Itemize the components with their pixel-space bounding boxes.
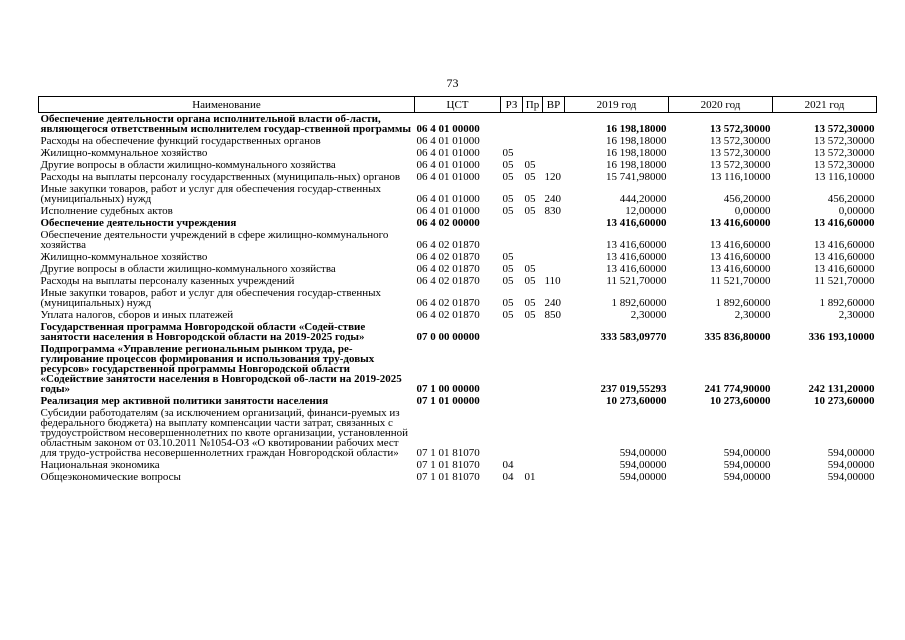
row-pr: 05 xyxy=(524,309,536,321)
row-name: Реализация мер активной политики занятости населения xyxy=(40,395,329,407)
row-name: Иные закупки товаров, работ и услуг для обеспечения государ-ственных (муниципальных) нужд xyxy=(40,287,382,309)
row-value-2020: 10 273,60000 xyxy=(710,395,771,407)
table-row xyxy=(39,159,877,171)
header-cst: ЦСТ xyxy=(415,97,501,113)
row-rz: 05 xyxy=(502,309,514,321)
row-pr: 05 xyxy=(524,275,536,287)
row-name: Расходы на обеспечение функций государственных органов xyxy=(40,135,321,147)
row-rz xyxy=(501,113,523,136)
row-value-2021: 10 273,60000 xyxy=(814,395,875,407)
row-vr xyxy=(543,229,565,251)
row-cst: 06 4 02 01870 xyxy=(416,263,480,275)
row-value-2021: 13 416,60000 xyxy=(814,239,875,251)
row-cst: 06 4 01 01000 xyxy=(416,205,480,217)
row-cst: 06 4 01 00000 xyxy=(416,123,480,135)
row-value-2021: 594,00000 xyxy=(827,447,875,459)
row-name: Исполнение судебных актов xyxy=(40,205,173,217)
row-vr xyxy=(543,147,565,159)
row-value-2020: 241 774,90000 xyxy=(704,383,771,395)
row-value-2019: 237 019,55293 xyxy=(600,383,667,395)
row-rz xyxy=(501,343,523,395)
row-cst: 07 0 00 00000 xyxy=(416,331,480,343)
row-value-2019: 594,00000 xyxy=(619,471,667,483)
row-pr: 05 xyxy=(524,297,536,309)
row-rz xyxy=(501,407,523,459)
row-value-2020: 13 416,60000 xyxy=(710,239,771,251)
row-name: Жилищно-коммунальное хозяйство xyxy=(40,147,208,159)
row-value-2021: 242 131,20000 xyxy=(808,383,875,395)
header-2021: 2021 год xyxy=(773,97,877,113)
row-value-2020: 594,00000 xyxy=(723,471,771,483)
row-name: Подпрограмма «Управление региональным рынком труда, ре-гулирование процессов формирования и использования тру-довых ресурсов» государственной программы Новгородской области «Содействие занятости населения в Новгородской об-ласти на 2019-2025 годы» xyxy=(40,343,402,395)
row-cst: 06 4 02 01870 xyxy=(416,275,480,287)
row-pr: 01 xyxy=(524,471,536,483)
row-pr: 05 xyxy=(524,263,536,275)
row-pr xyxy=(523,407,543,459)
row-vr xyxy=(543,263,565,275)
row-cst: 06 4 02 00000 xyxy=(416,217,480,229)
row-vr: 120 xyxy=(544,171,561,183)
row-pr: 05 xyxy=(524,171,536,183)
row-pr xyxy=(523,217,543,229)
row-value-2019: 11 521,70000 xyxy=(606,275,667,287)
row-vr: 240 xyxy=(544,297,561,309)
row-value-2021: 13 572,30000 xyxy=(814,123,875,135)
table-row xyxy=(39,407,877,459)
table-row xyxy=(39,395,877,407)
row-cst: 06 4 01 01000 xyxy=(416,147,480,159)
row-value-2021: 13 416,60000 xyxy=(814,251,875,263)
row-value-2020: 335 836,80000 xyxy=(704,331,771,343)
row-value-2020: 1 892,60000 xyxy=(715,297,771,309)
row-vr xyxy=(543,407,565,459)
row-value-2020: 13 116,10000 xyxy=(710,171,771,183)
row-value-2019: 444,20000 xyxy=(619,193,667,205)
row-vr xyxy=(543,343,565,395)
row-name: Расходы на выплаты персоналу государственных (муниципаль-ных) органов xyxy=(40,171,401,183)
row-rz: 05 xyxy=(502,171,514,183)
row-name: Иные закупки товаров, работ и услуг для обеспечения государ-ственных (муниципальных) нужд xyxy=(40,183,382,205)
row-value-2021: 336 193,10000 xyxy=(808,331,875,343)
row-value-2020: 2,30000 xyxy=(734,309,771,321)
row-rz: 05 xyxy=(502,159,514,171)
row-pr xyxy=(523,135,543,147)
table-row xyxy=(39,263,877,275)
row-value-2019: 12,00000 xyxy=(625,205,667,217)
row-value-2020: 594,00000 xyxy=(723,447,771,459)
row-cst: 06 4 02 01870 xyxy=(416,297,480,309)
row-cst: 07 1 01 81070 xyxy=(416,447,480,459)
row-value-2019: 16 198,18000 xyxy=(606,123,667,135)
row-value-2021: 13 116,10000 xyxy=(814,171,875,183)
row-name: Обеспечение деятельности учреждения xyxy=(40,217,237,229)
row-value-2021: 13 572,30000 xyxy=(814,159,875,171)
row-value-2019: 13 416,60000 xyxy=(606,263,667,275)
row-name: Национальная экономика xyxy=(40,459,160,471)
row-vr xyxy=(543,113,565,136)
row-value-2020: 13 572,30000 xyxy=(710,159,771,171)
row-value-2020: 13 572,30000 xyxy=(710,147,771,159)
row-pr xyxy=(523,113,543,136)
row-value-2021: 13 416,60000 xyxy=(814,263,875,275)
row-value-2021: 13 416,60000 xyxy=(814,217,875,229)
row-value-2020: 456,20000 xyxy=(723,193,771,205)
table-row xyxy=(39,229,877,251)
table-row xyxy=(39,287,877,309)
row-rz: 05 xyxy=(502,147,514,159)
row-vr xyxy=(543,459,565,471)
table-body xyxy=(39,113,877,484)
row-cst: 06 4 01 01000 xyxy=(416,193,480,205)
header-rz: РЗ xyxy=(501,97,523,113)
row-name: Другие вопросы в области жилищно-коммунального хозяйства xyxy=(40,263,336,275)
header-2020: 2020 год xyxy=(669,97,773,113)
row-cst: 07 1 01 81070 xyxy=(416,471,480,483)
row-value-2020: 13 416,60000 xyxy=(710,217,771,229)
row-value-2019: 594,00000 xyxy=(619,459,667,471)
row-cst: 07 1 00 00000 xyxy=(416,383,480,395)
row-vr: 830 xyxy=(544,205,561,217)
row-cst: 06 4 01 01000 xyxy=(416,135,480,147)
table-row xyxy=(39,113,877,136)
row-cst: 06 4 02 01870 xyxy=(416,239,480,251)
row-vr: 850 xyxy=(544,309,561,321)
row-value-2020: 13 416,60000 xyxy=(710,263,771,275)
row-pr: 05 xyxy=(524,159,536,171)
row-rz: 05 xyxy=(502,275,514,287)
row-value-2019: 16 198,18000 xyxy=(606,159,667,171)
row-value-2019: 16 198,18000 xyxy=(606,147,667,159)
row-rz xyxy=(501,217,523,229)
row-value-2020: 11 521,70000 xyxy=(710,275,771,287)
row-rz: 05 xyxy=(502,263,514,275)
row-pr xyxy=(523,229,543,251)
row-value-2019: 13 416,60000 xyxy=(606,217,667,229)
row-value-2020: 0,00000 xyxy=(734,205,771,217)
row-rz: 05 xyxy=(502,193,514,205)
row-cst: 07 1 01 00000 xyxy=(416,395,480,407)
header-vr: ВР xyxy=(543,97,565,113)
row-value-2020: 13 572,30000 xyxy=(710,123,771,135)
row-vr xyxy=(543,217,565,229)
table-row xyxy=(39,217,877,229)
row-name: Уплата налогов, сборов и иных платежей xyxy=(40,309,234,321)
header-2019: 2019 год xyxy=(565,97,669,113)
row-name: Жилищно-коммунальное хозяйство xyxy=(40,251,208,263)
row-pr xyxy=(523,343,543,395)
row-name: Обеспечение деятельности учреждений в сфере жилищно-коммунального хозяйства xyxy=(40,229,389,251)
row-vr xyxy=(543,135,565,147)
table-row xyxy=(39,343,877,395)
row-value-2021: 13 572,30000 xyxy=(814,147,875,159)
row-value-2021: 11 521,70000 xyxy=(814,275,875,287)
row-rz xyxy=(501,395,523,407)
row-value-2021: 1 892,60000 xyxy=(819,297,875,309)
row-rz xyxy=(501,135,523,147)
table-row xyxy=(39,471,877,483)
row-value-2021: 0,00000 xyxy=(838,205,875,217)
row-rz xyxy=(501,229,523,251)
row-cst: 06 4 01 01000 xyxy=(416,171,480,183)
row-rz: 04 xyxy=(502,459,514,471)
row-value-2020: 13 416,60000 xyxy=(710,251,771,263)
row-value-2021: 2,30000 xyxy=(838,309,875,321)
table-row xyxy=(39,321,877,343)
table-row xyxy=(39,135,877,147)
row-value-2019: 1 892,60000 xyxy=(611,297,667,309)
row-pr: 05 xyxy=(524,205,536,217)
header-pr: Пр xyxy=(523,97,543,113)
row-rz: 05 xyxy=(502,205,514,217)
row-value-2020: 594,00000 xyxy=(723,459,771,471)
row-cst: 06 4 02 01870 xyxy=(416,309,480,321)
row-rz: 05 xyxy=(502,297,514,309)
row-pr xyxy=(523,459,543,471)
row-name: Другие вопросы в области жилищно-коммунального хозяйства xyxy=(40,159,336,171)
row-value-2019: 13 416,60000 xyxy=(606,239,667,251)
row-name: Общеэкономические вопросы xyxy=(40,471,181,483)
row-vr xyxy=(543,395,565,407)
row-value-2019: 15 741,98000 xyxy=(606,171,667,183)
row-value-2019: 10 273,60000 xyxy=(606,395,667,407)
row-value-2019: 16 198,18000 xyxy=(606,135,667,147)
row-rz: 04 xyxy=(502,471,514,483)
row-name: Субсидии работодателям (за исключением организаций, финанси-руемых из федерального бюджета) на выплату компенсации части затрат, связанных с трудоустройством несовершеннолетних по квоте организации, установленной областным законом от 03.10.2011 №1054-ОЗ «О квотировании рабочих мест для трудо-устройства несовершеннолетних граждан Новгородской области» xyxy=(40,407,409,459)
header-name: Наименование xyxy=(39,97,415,113)
row-vr xyxy=(543,251,565,263)
row-value-2021: 594,00000 xyxy=(827,459,875,471)
row-cst: 06 4 02 01870 xyxy=(416,251,480,263)
table-row xyxy=(39,459,877,471)
row-cst: 06 4 01 01000 xyxy=(416,159,480,171)
row-value-2021: 13 572,30000 xyxy=(814,135,875,147)
table-row xyxy=(39,171,877,183)
row-pr xyxy=(523,147,543,159)
row-vr xyxy=(543,159,565,171)
row-pr: 05 xyxy=(524,193,536,205)
row-value-2019: 333 583,09770 xyxy=(600,331,667,343)
table-row xyxy=(39,147,877,159)
row-value-2021: 456,20000 xyxy=(827,193,875,205)
table-row xyxy=(39,275,877,287)
row-vr: 240 xyxy=(544,193,561,205)
row-vr: 110 xyxy=(544,275,561,287)
row-rz xyxy=(501,321,523,343)
row-value-2019: 2,30000 xyxy=(630,309,667,321)
row-pr xyxy=(523,321,543,343)
table-row xyxy=(39,251,877,263)
row-vr xyxy=(543,471,565,483)
row-value-2019: 594,00000 xyxy=(619,447,667,459)
row-name: Обеспечение деятельности органа исполнительной власти об-ласти, являющегося ответственным исполнителем государ-ственной программы xyxy=(40,113,411,135)
table-header-row xyxy=(39,97,877,113)
row-pr xyxy=(523,395,543,407)
row-cst: 07 1 01 81070 xyxy=(416,459,480,471)
row-value-2019: 13 416,60000 xyxy=(606,251,667,263)
table-row xyxy=(39,205,877,217)
table-row xyxy=(39,183,877,205)
row-name: Государственная программа Новгородской области «Содей-ствие занятости населения в Новгородской области на 2019-2025 годы» xyxy=(40,321,366,343)
row-value-2021: 594,00000 xyxy=(827,471,875,483)
budget-table xyxy=(38,96,877,483)
row-vr xyxy=(543,321,565,343)
row-value-2020: 13 572,30000 xyxy=(710,135,771,147)
row-rz: 05 xyxy=(502,251,514,263)
page-number: 73 xyxy=(446,76,459,90)
row-pr xyxy=(523,251,543,263)
table-row xyxy=(39,309,877,321)
row-name: Расходы на выплаты персоналу казенных учреждений xyxy=(40,275,295,287)
